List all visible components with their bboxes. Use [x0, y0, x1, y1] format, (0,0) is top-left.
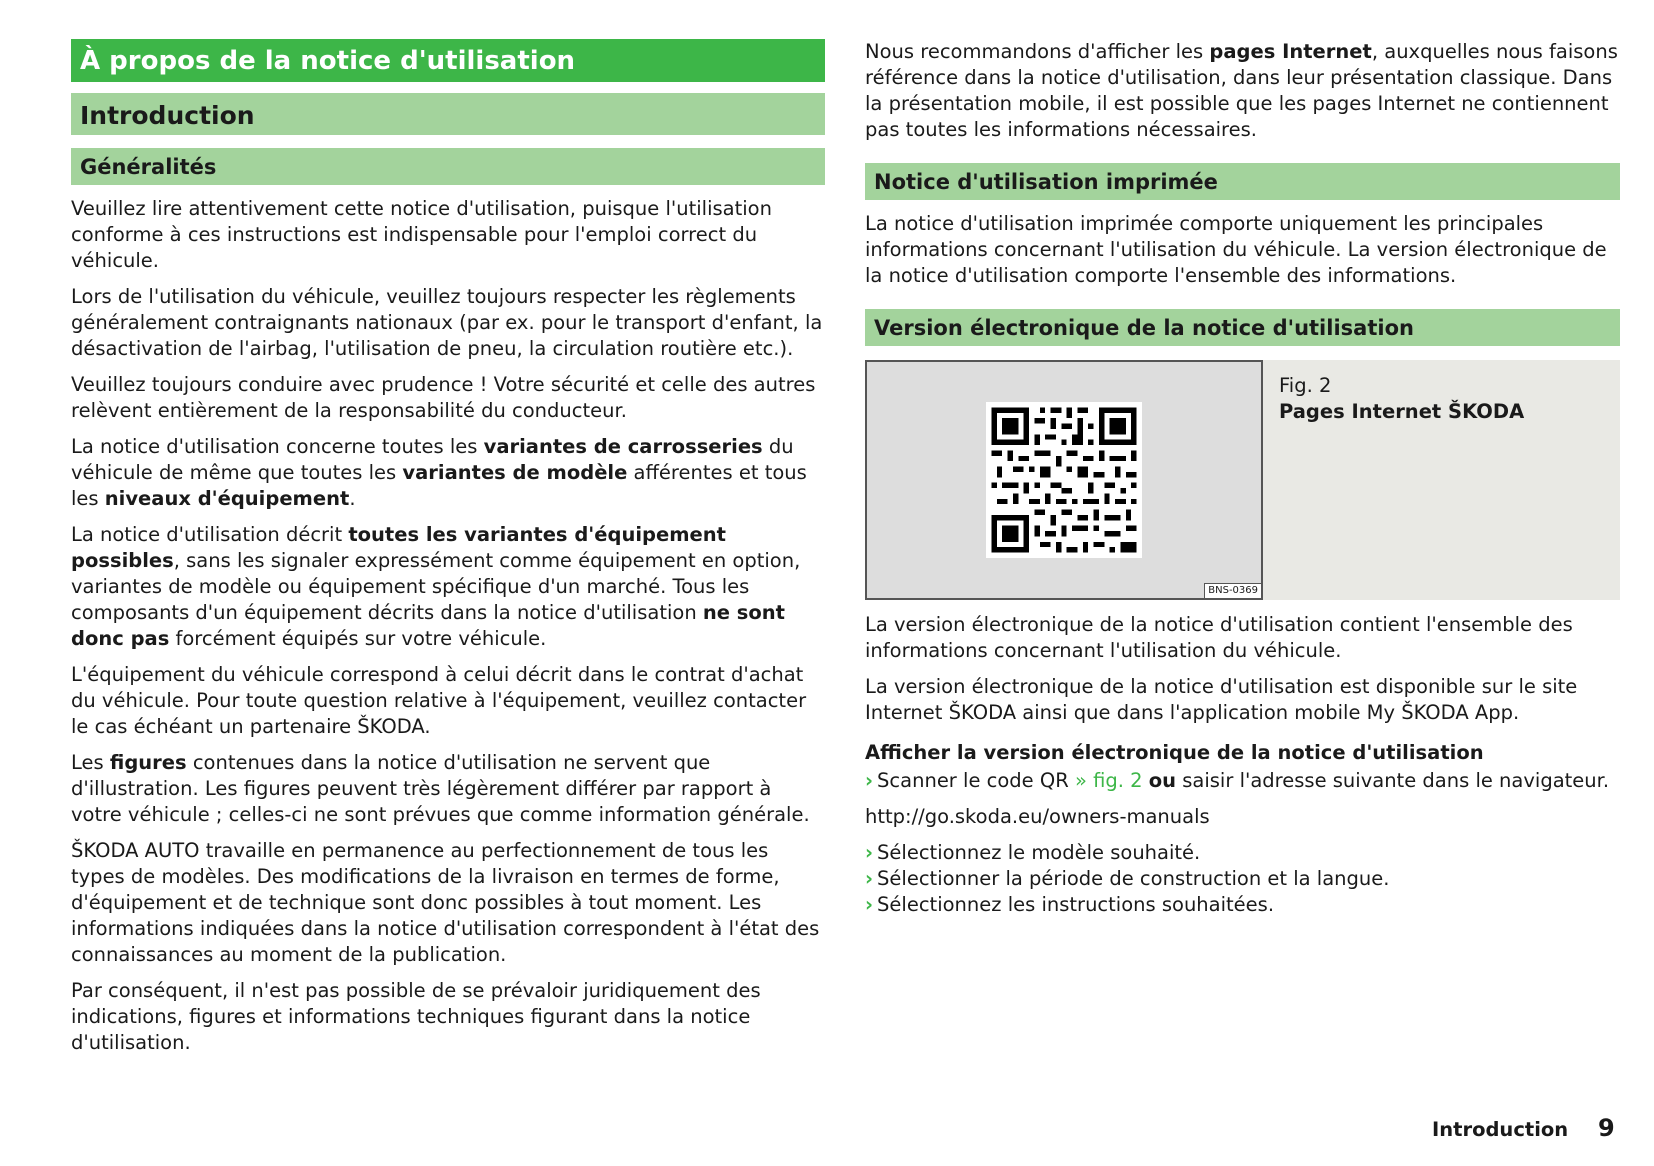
footer-section-title: Introduction [1432, 1118, 1569, 1141]
paragraph: La version électronique de la notice d'utilisation est disponible sur le site Internet ŠKODA ainsi que dans l'application mobile My ŠKODA App. [865, 675, 1578, 724]
printed-manual-heading: Notice d'utilisation imprimée [865, 163, 1620, 200]
arrow-icon: › [865, 867, 874, 890]
paragraph: Nous recommandons d'afficher les pages Internet, auxquelles nous faisons référence dans la notice d'utilisation, dans leur présentation classique. Dans la présentation mobile, il est possible que les pages Internet ne contiennent pas toutes les informations nécessaires. [865, 40, 1618, 141]
arrow-icon: › [865, 841, 874, 864]
paragraph: L'équipement du véhicule correspond à celui décrit dans le contrat d'achat du véhicule. Pour toute question relative à l'équipement, veuillez contacter le cas échéant un partenaire ŠKODA. [71, 663, 807, 738]
step-list [865, 840, 1620, 918]
manual-url: http://go.skoda.eu/owners-manuals [865, 805, 1210, 828]
page-number: 9 [1598, 1114, 1615, 1142]
figure-code: BNS-0369 [1204, 583, 1261, 598]
section-heading: Introduction [71, 93, 825, 135]
paragraph: Lors de l'utilisation du véhicule, veuillez toujours respecter les règlements généralement contraignants nationaux (par ex. pour le transport d'enfant, la désactivation de l'airbag, l'utilisation de pneu, la circulation routière etc.). [71, 285, 823, 360]
paragraph: La notice d'utilisation concerne toutes les variantes de carrosseries du véhicule de même que toutes les variantes de modèle afférentes et tous les niveaux d'équipement. [71, 435, 807, 510]
paragraph: Veuillez toujours conduire avec prudence ! Votre sécurité et celle des autres relèvent entièrement de la responsabilité du conducteur. [71, 373, 816, 422]
left-column [71, 39, 825, 1066]
step-item: › Sélectionner la période de construction et la langue. [865, 867, 1390, 890]
figure-reference-link[interactable]: » fig. 2 [1074, 769, 1143, 792]
figure-image [865, 360, 1263, 600]
step-item: › Sélectionnez les instructions souhaitées. [865, 893, 1275, 916]
paragraph: Veuillez lire attentivement cette notice d'utilisation, puisque l'utilisation conforme à ces instructions est indispensable pour l'emploi correct du véhicule. [71, 197, 772, 272]
arrow-icon: › [865, 769, 874, 792]
figure-2 [865, 360, 1620, 600]
paragraph: La notice d'utilisation décrit toutes les variantes d'équipement possibles, sans les signaler expressément comme équipement en option, variantes de modèle ou équipement spécifique d'un marché. Tous les composants d'un équipement décrits dans la notice d'utilisation ne sont donc pas forcément équipés sur votre véhicule. [71, 523, 801, 650]
qr-code-icon [986, 402, 1142, 558]
figure-number: Fig. 2 [1279, 374, 1332, 397]
step-item: › Sélectionnez le modèle souhaité. [865, 841, 1201, 864]
arrow-icon: › [865, 893, 874, 916]
subsection-heading: Généralités [71, 148, 825, 185]
paragraph: Les figures contenues dans la notice d'utilisation ne servent que d'illustration. Les figures peuvent très légèrement différer par rapport à votre véhicule ; celles-ci ne sont prévues que comme information générale. [71, 751, 810, 826]
chapter-heading: À propos de la notice d'utilisation [71, 39, 825, 82]
figure-title: Pages Internet ŠKODA [1279, 400, 1525, 423]
paragraph: ŠKODA AUTO travaille en permanence au perfectionnement de tous les types de modèles. Des modifications de la livraison en termes de forme, d'équipement et de technique sont donc possibles à tout moment. Les informations indiquées dans la notice d'utilisation correspondent à l'état des connaissances au moment de la publication. [71, 839, 820, 966]
electronic-manual-heading: Version électronique de la notice d'utilisation [865, 309, 1620, 346]
instructions-heading: Afficher la version électronique de la notice d'utilisation [865, 741, 1484, 764]
paragraph: Par conséquent, il n'est pas possible de se prévaloir juridiquement des indications, figures et informations techniques figurant dans la notice d'utilisation. [71, 979, 761, 1054]
paragraph: La version électronique de la notice d'utilisation contient l'ensemble des informations concernant l'utilisation du véhicule. [865, 613, 1573, 662]
paragraph: La notice d'utilisation imprimée comporte uniquement les principales informations concernant l'utilisation du véhicule. La version électronique de la notice d'utilisation comporte l'ensemble des informations. [865, 212, 1607, 287]
step-item: › Scanner le code QR » fig. 2 ou saisir l'adresse suivante dans le navigateur. [865, 769, 1610, 792]
right-column [865, 39, 1620, 918]
figure-caption [1263, 360, 1620, 600]
